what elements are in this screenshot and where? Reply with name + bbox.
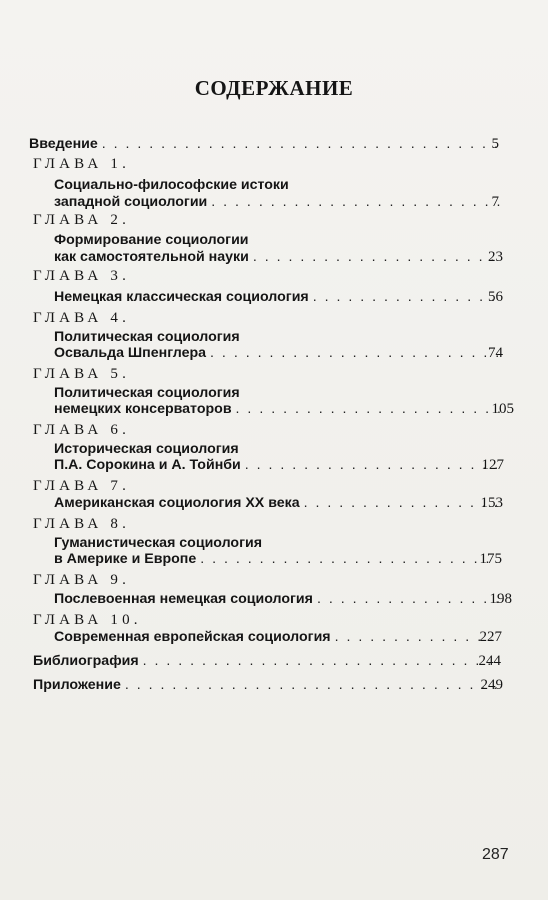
toc-entry-title: Приложение	[33, 677, 121, 693]
toc-entry-chapter-2	[54, 249, 507, 265]
chapter-title-line: П.А. Сорокина и А. Тойнби	[54, 457, 241, 473]
toc-entry-chapter-1	[54, 194, 507, 210]
chapter-title-line: Политическая социология	[54, 385, 240, 401]
leader-dots	[253, 249, 501, 265]
leader-dots	[200, 551, 496, 567]
toc-entry-appendix	[33, 677, 503, 693]
chapter-label: ГЛАВА 4.	[33, 310, 131, 326]
leader-dots	[317, 591, 506, 607]
toc-page-number: 74	[488, 345, 503, 361]
leader-dots	[304, 495, 497, 511]
chapter-title-line: Политическая социология	[54, 329, 240, 345]
chapter-label: ГЛАВА 8.	[33, 516, 131, 532]
toc-entry-bibliography	[33, 653, 501, 669]
leader-dots	[102, 136, 501, 152]
page-title: СОДЕРЖАНИЕ	[194, 76, 354, 100]
toc-page-number: 23	[488, 249, 503, 265]
chapter-title-line: Социально-философские истоки	[54, 177, 289, 193]
toc-entry-chapter-6	[54, 457, 504, 473]
toc-page-number: 198	[489, 591, 512, 607]
chapter-title-line: в Америке и Европе	[54, 551, 197, 567]
leader-dots	[335, 629, 496, 645]
chapter-title-line: немецких консерваторов	[54, 401, 232, 417]
toc-entry-title: Введение	[29, 136, 98, 152]
toc-page-number: 227	[479, 629, 502, 645]
chapter-title-line: Гуманистическая социология	[54, 535, 263, 551]
chapter-title-line: западной социологии	[54, 194, 208, 210]
leader-dots	[143, 653, 495, 669]
chapter-title-line: Современная европейская социология	[54, 629, 331, 645]
chapter-label: ГЛАВА 7.	[33, 478, 131, 494]
chapter-title-line: Формирование социологии	[54, 232, 249, 248]
leader-dots	[125, 677, 497, 693]
chapter-title-line: Послевоенная немецкая социология	[54, 591, 313, 607]
toc-page-number: 127	[481, 457, 504, 473]
leader-dots	[211, 194, 501, 210]
toc-page-number: 153	[480, 495, 503, 511]
toc-entry-title: Библиография	[33, 653, 139, 669]
toc-entry-chapter-7	[54, 495, 503, 511]
toc-page-number: 249	[480, 677, 503, 693]
chapter-label: ГЛАВА 5.	[33, 366, 131, 382]
chapter-title-line: Историческая социология	[54, 441, 239, 457]
chapter-title-line: Американская социология XX века	[54, 495, 300, 511]
leader-dots	[236, 401, 508, 417]
toc-page-number: 7	[491, 194, 499, 210]
chapter-label: ГЛАВА 10.	[33, 612, 142, 628]
chapter-label: ГЛАВА 3.	[33, 268, 131, 284]
toc-page-number: 5	[491, 136, 499, 152]
toc-entry-chapter-9	[54, 591, 512, 607]
chapter-label: ГЛАВА 6.	[33, 422, 131, 438]
toc-page-number: 244	[478, 653, 501, 669]
toc-page-number: 175	[479, 551, 502, 567]
toc-entry-chapter-3	[54, 289, 507, 305]
chapter-title-line: как самостоятельной науки	[54, 249, 249, 265]
toc-entry-introduction	[29, 136, 507, 152]
toc-entry-chapter-5	[54, 401, 514, 417]
chapter-label: ГЛАВА 9.	[33, 572, 131, 588]
toc-entry-chapter-8	[54, 551, 502, 567]
chapter-label: ГЛАВА 1.	[33, 156, 131, 172]
leader-dots	[245, 457, 498, 473]
toc-page-number: 56	[488, 289, 503, 305]
toc-entry-chapter-10	[54, 629, 502, 645]
page-number: 287	[482, 846, 509, 863]
chapter-title-line: Освальда Шпенглера	[54, 345, 207, 361]
leader-dots	[313, 289, 501, 305]
chapter-title-line: Немецкая классическая социология	[54, 289, 309, 305]
toc-entry-chapter-4	[54, 345, 507, 361]
leader-dots	[210, 345, 501, 361]
toc-page-number: 105	[491, 401, 514, 417]
chapter-label: ГЛАВА 2.	[33, 212, 131, 228]
